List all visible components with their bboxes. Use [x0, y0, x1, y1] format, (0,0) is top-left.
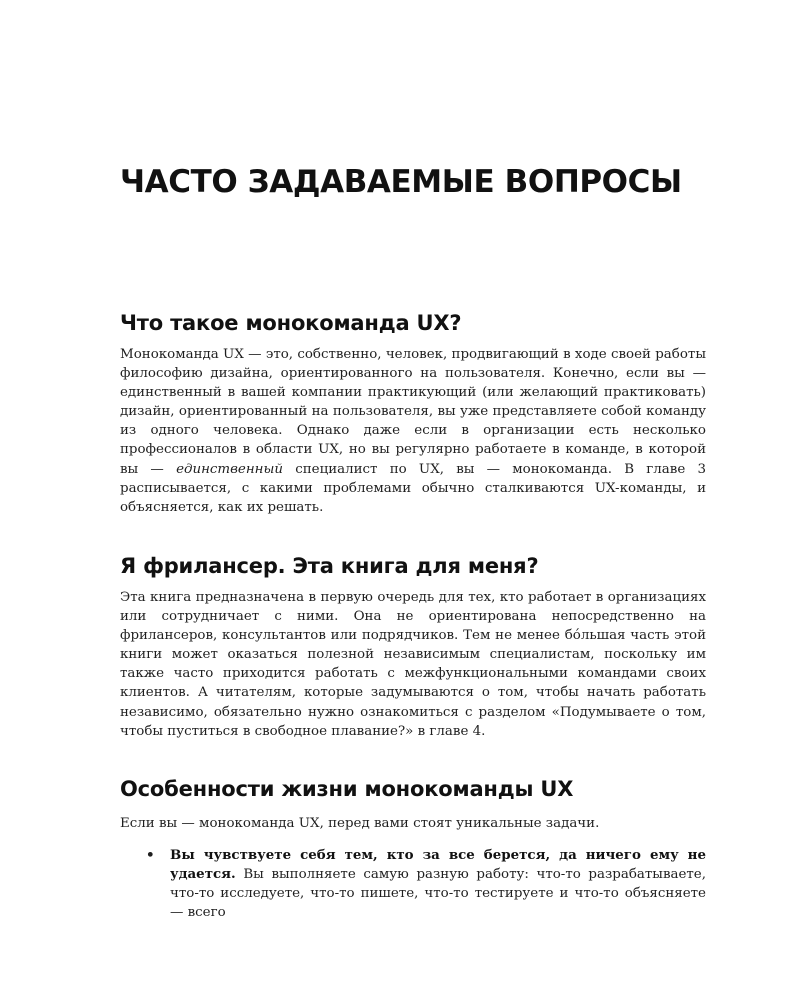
list-item-lead: Вы чувствуете себя тем, кто за все берется, да ничего ему не удается. [170, 847, 706, 883]
section-heading-solo-ux-life: Особенности жизни монокоманды UX [120, 777, 574, 801]
emphasis-text: единственный [176, 461, 284, 477]
section-heading-what-is-solo-ux: Что такое монокоманда UX? [120, 311, 462, 335]
section-paragraph-freelancer: Эта книга предназначена в первую очередь для тех, кто работает в организациях или сотрудничает с ними. Она не ориентирована непосредственно на фрилансеров, консультантов или подрядчиков. Тем не менее бóльшая часть этой книги может оказаться полезной независимым специалистам, поскольку им также часто приходится работать с межфункциональными командами своих клиентов. А читателям, которые задумываются о том, чтобы начать работать независимо, обязательно нужно ознакомиться с разделом «Подумываете о том, чтобы пуститься в свободное плавание?» в главе 4. [120, 590, 706, 739]
section-paragraph-solo-ux-life: Если вы — монокоманда UX, перед вами стоят уникальные задачи. [120, 816, 600, 831]
list-item-text: Вы выполняете самую разную работу: что-то разрабатываете, что-то исследуете, что-то пишете, что-то тестируете и что-то объясняете — всего [170, 867, 706, 921]
paragraph-text: специалист по UX, вы — монокоманда. В главе 3 расписывается, с какими проблемами обычно сталкиваются UX-команды, и объясняется, как их решать. [120, 461, 706, 515]
paragraph-text: Монокоманда UX — это, собственно, человек, продвигающий в ходе своей работы философию дизайна, ориентированного на пользователя. Конечно, если вы — единственный в вашей компании практикующий (или желающий практиковать) дизайн, ориентированный на пользователя, вы уже представляете собой команду из одного человека. Однако даже если в организации есть несколько профессионалов в области UX, но вы регулярно работаете в команде, в которой вы — [120, 347, 706, 477]
section-paragraph-what-is-solo-ux [120, 345, 706, 517]
chapter-title: ЧАСТО ЗАДАВАЕМЫЕ ВОПРОСЫ [120, 164, 682, 200]
challenges-list [120, 846, 706, 922]
bullet-icon: • [146, 847, 155, 863]
section-heading-freelancer: Я фрилансер. Эта книга для меня? [120, 554, 539, 578]
list-item [120, 846, 706, 922]
